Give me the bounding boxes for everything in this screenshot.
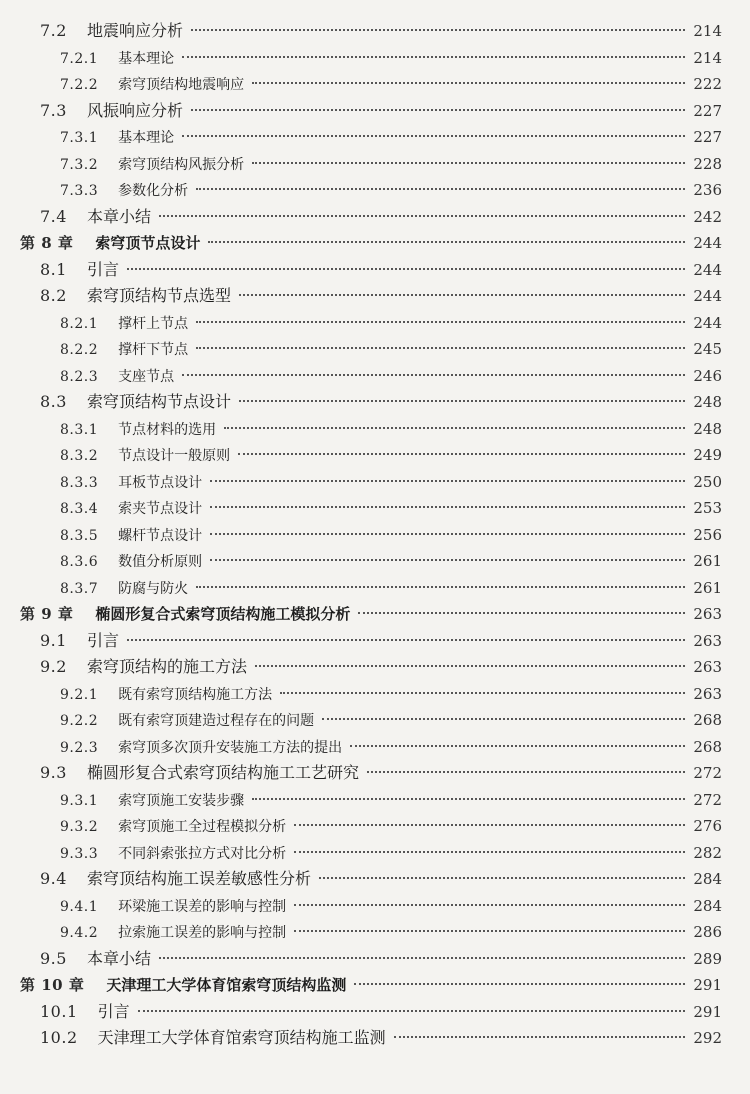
toc-page-number: 214 bbox=[693, 48, 722, 67]
toc-entry-title: 索穹顶施工安装步骤 bbox=[118, 792, 245, 809]
toc-page-number: 263 bbox=[693, 658, 722, 676]
toc-entry-number: 7.4 bbox=[40, 206, 67, 226]
toc-page-number: 292 bbox=[693, 1029, 722, 1047]
toc-page-number: 244 bbox=[693, 287, 722, 305]
toc-page-number: 214 bbox=[693, 22, 722, 40]
toc-page-number: 228 bbox=[693, 154, 722, 173]
toc-entry-title: 引言 bbox=[97, 1001, 130, 1021]
toc-entry-row bbox=[0, 734, 750, 761]
toc-entry-row bbox=[0, 98, 750, 125]
toc-entry-number: 8.3.5 bbox=[60, 527, 99, 544]
toc-entry-title: 索穹顶结构节点选型 bbox=[86, 286, 231, 305]
toc-entry-row bbox=[0, 522, 750, 549]
dot-leader bbox=[294, 851, 685, 853]
dot-leader bbox=[294, 824, 685, 826]
toc-entry-number: 8.2.2 bbox=[60, 342, 99, 358]
toc-entry-row bbox=[0, 999, 750, 1026]
toc-page-number: 261 bbox=[693, 552, 722, 570]
dot-leader bbox=[127, 639, 685, 641]
dot-leader bbox=[350, 745, 685, 747]
toc-entry-title: 基本理论 bbox=[118, 130, 175, 146]
dot-leader bbox=[196, 586, 685, 588]
toc-entry-title: 螺杆节点设计 bbox=[118, 527, 203, 544]
toc-page-number: 286 bbox=[693, 923, 722, 941]
toc-entry-row bbox=[0, 442, 750, 469]
dot-leader bbox=[239, 294, 685, 296]
toc-entry-row bbox=[0, 283, 750, 310]
dot-leader bbox=[255, 665, 685, 667]
toc-page-number: 253 bbox=[693, 499, 722, 517]
toc-chapter-row bbox=[0, 230, 750, 257]
toc-entry-title: 拉索施工误差的影响与控制 bbox=[118, 925, 287, 941]
toc-entry-title: 索穹顶结构节点设计 bbox=[86, 392, 231, 411]
toc-entry-number: 7.2.2 bbox=[60, 77, 99, 93]
toc-entry-title: 数值分析原则 bbox=[118, 554, 203, 570]
toc-entry-title: 基本理论 bbox=[118, 50, 175, 67]
dot-leader bbox=[159, 215, 685, 217]
dot-leader bbox=[208, 241, 685, 243]
toc-page-number: 248 bbox=[693, 393, 722, 411]
dot-leader bbox=[159, 957, 685, 959]
toc-page-number: 282 bbox=[693, 843, 722, 862]
toc-page-number: 291 bbox=[693, 1002, 722, 1021]
toc-entry-title: 索夹节点设计 bbox=[118, 501, 203, 517]
toc-entry-number: 10.2 bbox=[40, 1028, 78, 1047]
dot-leader bbox=[252, 798, 685, 800]
dot-leader bbox=[367, 771, 685, 773]
toc-entry-title: 撑杆下节点 bbox=[118, 342, 189, 358]
dot-leader bbox=[358, 612, 685, 614]
toc-entry-row bbox=[0, 495, 750, 522]
toc-entry-number: 8.3.6 bbox=[60, 554, 99, 570]
toc-page-number: 244 bbox=[693, 234, 722, 252]
toc-entry-title: 既有索穹顶建造过程存在的问题 bbox=[118, 713, 315, 729]
dot-leader bbox=[210, 559, 685, 561]
toc-entry-row bbox=[0, 548, 750, 575]
toc-entry-title: 防腐与防火 bbox=[118, 580, 189, 597]
toc-entry-row bbox=[0, 18, 750, 45]
toc-entry-title: 索穹顶结构风振分析 bbox=[118, 156, 245, 173]
toc-entry-title: 节点材料的选用 bbox=[118, 421, 217, 438]
dot-leader bbox=[294, 904, 685, 906]
toc-entry-title: 耳板节点设计 bbox=[118, 474, 203, 491]
toc-entry-title: 环梁施工误差的影响与控制 bbox=[118, 898, 287, 915]
dot-leader bbox=[196, 188, 685, 190]
dot-leader bbox=[196, 321, 685, 323]
toc-entry-row bbox=[0, 893, 750, 920]
toc-entry-title: 天津理工大学体育馆索穹顶结构施工监测 bbox=[97, 1028, 386, 1047]
toc-page-number: 289 bbox=[693, 949, 722, 968]
dot-leader bbox=[182, 135, 685, 137]
toc-entry-number: 9.3.3 bbox=[60, 845, 99, 862]
dot-leader bbox=[191, 109, 685, 111]
dot-leader bbox=[252, 162, 685, 164]
toc-entry-number: 9.4.1 bbox=[60, 898, 99, 915]
toc-entry-row bbox=[0, 813, 750, 840]
dot-leader bbox=[280, 692, 685, 694]
dot-leader bbox=[319, 877, 685, 879]
toc-list bbox=[0, 18, 750, 1052]
toc-chapter-row bbox=[0, 601, 750, 628]
toc-entry-row bbox=[0, 866, 750, 893]
toc-page-number: 248 bbox=[693, 419, 722, 438]
toc-entry-number: 7.3.1 bbox=[60, 130, 99, 146]
toc-page-number: 268 bbox=[693, 737, 722, 756]
toc-entry-row bbox=[0, 257, 750, 284]
toc-entry-number: 8.2 bbox=[40, 286, 67, 305]
toc-entry-number: 10.1 bbox=[40, 1001, 78, 1021]
toc-page-number: 276 bbox=[693, 817, 722, 835]
toc-entry-number: 9.2.1 bbox=[60, 686, 99, 703]
dot-leader bbox=[210, 533, 685, 535]
toc-entry-number: 8.2.1 bbox=[60, 315, 99, 332]
dot-leader bbox=[224, 427, 685, 429]
toc-entry-row bbox=[0, 151, 750, 178]
toc-page-number: 246 bbox=[693, 366, 722, 385]
toc-entry-number: 8.3 bbox=[40, 392, 67, 411]
toc-entry-row bbox=[0, 707, 750, 734]
dot-leader bbox=[252, 82, 685, 84]
toc-entry-title: 索穹顶结构的施工方法 bbox=[86, 657, 247, 676]
toc-entry-title: 索穹顶多次顶升安装施工方法的提出 bbox=[118, 739, 343, 756]
dot-leader bbox=[191, 29, 685, 31]
toc-page-number: 227 bbox=[693, 128, 722, 146]
dot-leader bbox=[127, 268, 685, 270]
toc-entry-number: 8.3.3 bbox=[60, 474, 99, 491]
toc-entry-row bbox=[0, 310, 750, 337]
dot-leader bbox=[322, 718, 685, 720]
toc-entry-title: 索穹顶施工全过程模拟分析 bbox=[118, 819, 287, 835]
toc-entry-row bbox=[0, 840, 750, 867]
toc-entry-title: 参数化分析 bbox=[118, 183, 189, 199]
toc-page-number: 236 bbox=[693, 181, 722, 199]
toc-entry-title: 引言 bbox=[86, 630, 119, 650]
toc-entry-number: 8.1 bbox=[40, 259, 67, 279]
toc-entry-row bbox=[0, 71, 750, 98]
toc-entry-row bbox=[0, 760, 750, 787]
toc-entry-title: 节点设计一般原则 bbox=[118, 448, 231, 464]
toc-page-number: 261 bbox=[693, 578, 722, 597]
toc-page-number: 249 bbox=[693, 446, 722, 464]
toc-entry-title: 索穹顶结构施工误差敏感性分析 bbox=[86, 869, 311, 888]
toc-entry-title: 天津理工大学体育馆索穹顶结构监测 bbox=[106, 976, 347, 994]
toc-entry-title: 索穹顶节点设计 bbox=[95, 234, 201, 252]
toc-entry-row bbox=[0, 654, 750, 681]
toc-entry-number: 9.2.2 bbox=[60, 713, 99, 729]
toc-page-number: 227 bbox=[693, 101, 722, 120]
toc-entry-number: 7.3 bbox=[40, 100, 67, 120]
toc-entry-row bbox=[0, 681, 750, 708]
toc-entry-number: 7.3.2 bbox=[60, 156, 99, 173]
toc-entry-number: 第 8 章 bbox=[20, 234, 74, 252]
toc-entry-number: 9.4.2 bbox=[60, 925, 99, 941]
toc-entry-row bbox=[0, 363, 750, 390]
toc-page-number: 284 bbox=[693, 870, 722, 888]
toc-page-number: 272 bbox=[693, 764, 722, 782]
toc-entry-row bbox=[0, 628, 750, 655]
toc-entry-row bbox=[0, 787, 750, 814]
toc-entry-number: 9.3.1 bbox=[60, 792, 99, 809]
toc-entry-title: 既有索穹顶结构施工方法 bbox=[118, 686, 273, 703]
toc-entry-number: 8.3.4 bbox=[60, 501, 99, 517]
dot-leader bbox=[239, 400, 685, 402]
toc-entry-row bbox=[0, 336, 750, 363]
toc-entry-title: 不同斜索张拉方式对比分析 bbox=[118, 845, 287, 862]
toc-entry-row bbox=[0, 389, 750, 416]
toc-entry-number: 9.2 bbox=[40, 657, 67, 676]
toc-page-number: 284 bbox=[693, 896, 722, 915]
toc-entry-number: 9.4 bbox=[40, 869, 67, 888]
toc-page-number: 263 bbox=[693, 605, 722, 623]
toc-page-number: 242 bbox=[693, 207, 722, 226]
toc-page-number: 263 bbox=[693, 631, 722, 650]
toc-entry-number: 第 10 章 bbox=[20, 976, 85, 994]
toc-entry-number: 7.3.3 bbox=[60, 183, 99, 199]
toc-entry-number: 9.3.2 bbox=[60, 819, 99, 835]
toc-entry-title: 支座节点 bbox=[118, 368, 175, 385]
dot-leader bbox=[394, 1036, 686, 1038]
dot-leader bbox=[182, 374, 685, 376]
toc-entry-title: 地震响应分析 bbox=[86, 21, 183, 40]
toc-page-number: 245 bbox=[693, 340, 722, 358]
toc-page-number: 268 bbox=[693, 711, 722, 729]
dot-leader bbox=[238, 453, 685, 455]
dot-leader bbox=[210, 506, 685, 508]
toc-entry-number: 7.2 bbox=[40, 21, 67, 40]
toc-entry-title: 椭圆形复合式索穹顶结构施工模拟分析 bbox=[95, 605, 351, 623]
toc-entry-number: 9.1 bbox=[40, 630, 67, 650]
toc-page-number: 222 bbox=[693, 75, 722, 93]
toc-entry-number: 8.3.1 bbox=[60, 421, 99, 438]
toc-chapter-row bbox=[0, 972, 750, 999]
toc-entry-number: 9.2.3 bbox=[60, 739, 99, 756]
toc-entry-number: 8.3.2 bbox=[60, 448, 99, 464]
dot-leader bbox=[182, 56, 685, 58]
toc-entry-row bbox=[0, 919, 750, 946]
toc-entry-title: 撑杆上节点 bbox=[118, 315, 189, 332]
toc-entry-title: 本章小结 bbox=[86, 948, 151, 968]
toc-entry-row bbox=[0, 416, 750, 443]
toc-entry-title: 本章小结 bbox=[86, 206, 151, 226]
dot-leader bbox=[294, 930, 685, 932]
toc-page-number: 244 bbox=[693, 260, 722, 279]
toc-page-number: 291 bbox=[693, 976, 722, 994]
toc-entry-row bbox=[0, 469, 750, 496]
toc-entry-row bbox=[0, 1025, 750, 1052]
toc-entry-number: 8.2.3 bbox=[60, 368, 99, 385]
toc-entry-title: 风振响应分析 bbox=[86, 100, 183, 120]
toc-page-number: 272 bbox=[693, 790, 722, 809]
dot-leader bbox=[354, 983, 685, 985]
toc-entry-row bbox=[0, 575, 750, 602]
dot-leader bbox=[210, 480, 685, 482]
dot-leader bbox=[138, 1010, 686, 1012]
toc-entry-title: 引言 bbox=[86, 259, 119, 279]
toc-entry-row bbox=[0, 124, 750, 151]
toc-entry-number: 7.2.1 bbox=[60, 50, 99, 67]
toc-entry-row bbox=[0, 204, 750, 231]
toc-entry-number: 9.3 bbox=[40, 763, 67, 782]
toc-entry-row bbox=[0, 946, 750, 973]
dot-leader bbox=[196, 347, 685, 349]
toc-entry-number: 第 9 章 bbox=[20, 605, 74, 623]
toc-entry-number: 9.5 bbox=[40, 948, 67, 968]
toc-page-number: 244 bbox=[693, 313, 722, 332]
toc-page-number: 250 bbox=[693, 472, 722, 491]
toc-entry-row bbox=[0, 45, 750, 72]
toc-entry-title: 索穹顶结构地震响应 bbox=[118, 77, 245, 93]
toc-entry-title: 椭圆形复合式索穹顶结构施工工艺研究 bbox=[86, 763, 359, 782]
toc-page-number: 263 bbox=[693, 684, 722, 703]
toc-page-number: 256 bbox=[693, 525, 722, 544]
toc-entry-row bbox=[0, 177, 750, 204]
toc-entry-number: 8.3.7 bbox=[60, 580, 99, 597]
